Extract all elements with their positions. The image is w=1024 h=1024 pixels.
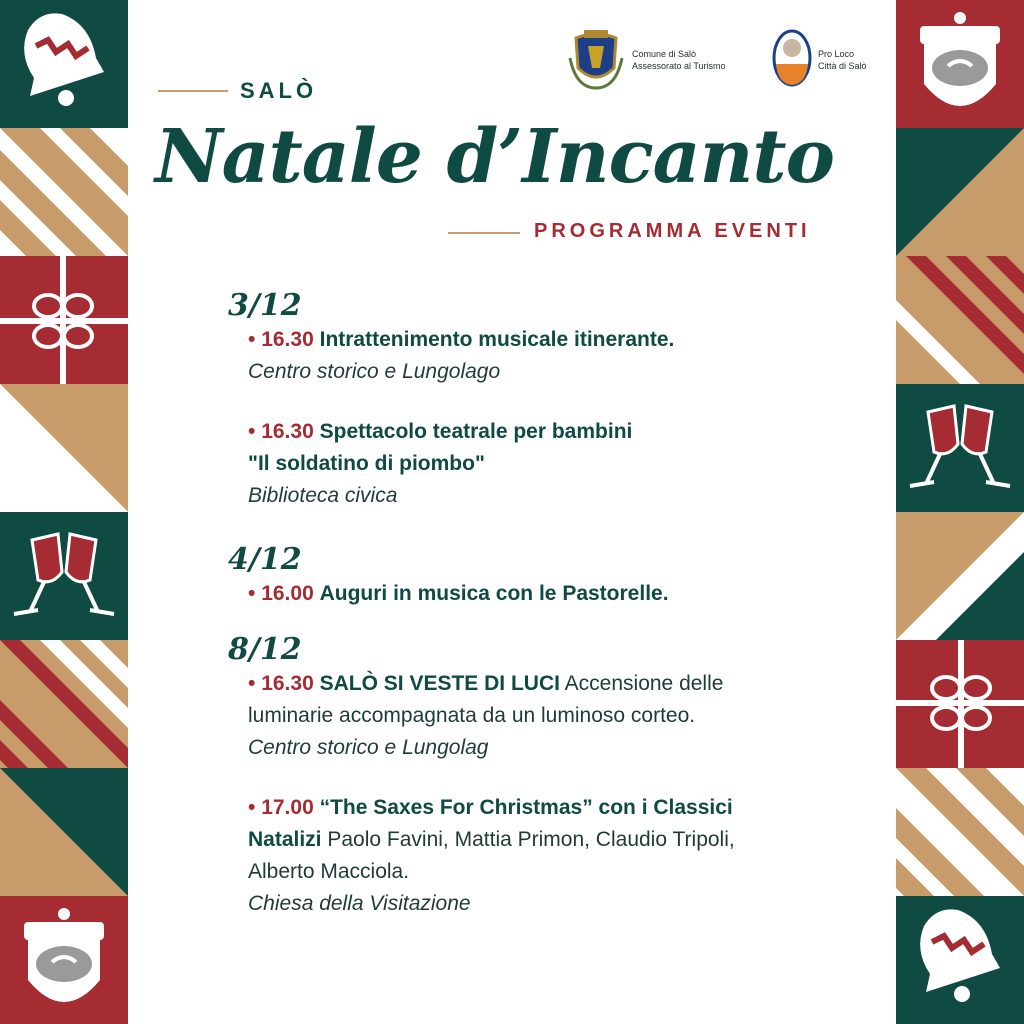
proloco-logo: [772, 28, 882, 92]
stripes-pattern: [896, 768, 1024, 896]
event-title: Auguri in musica con le Pastorelle.: [319, 582, 669, 605]
event-headline: [248, 792, 798, 888]
bullet: •: [248, 672, 256, 695]
event-item: [248, 324, 866, 388]
event-time: 17.00: [261, 796, 314, 819]
event-description: Paolo Favini, Mattia Primon, Claudio Tripoli, Alberto Macciola.: [248, 828, 735, 883]
event-program: [226, 288, 866, 920]
bullet: •: [248, 796, 256, 819]
stripes-pattern: [896, 256, 1024, 384]
event-venue: Centro storico e Lungolag: [248, 736, 489, 759]
event-title: SALÒ SI VESTE DI LUCI: [319, 672, 560, 695]
gift-icon: [896, 640, 1024, 768]
event-venue: Centro storico e Lungolago: [248, 360, 501, 383]
proloco-city: Città di Salò: [818, 61, 867, 71]
comune-logo: [566, 28, 746, 92]
event-title: Spettacolo teatrale per bambini: [319, 420, 633, 443]
event-title: Intrattenimento musicale itinerante.: [319, 328, 675, 351]
event-item: [248, 416, 866, 512]
left-decoration-strip: [0, 0, 128, 1024]
santa-icon: [896, 0, 1024, 128]
event-venue: Chiesa della Visitazione: [248, 892, 471, 915]
poster-title: Natale d’Incanto: [155, 114, 834, 200]
event-time: 16.30: [261, 328, 314, 351]
header-rule-top: [158, 90, 228, 92]
gift-icon: [0, 256, 128, 384]
event-date: 4/12: [228, 542, 302, 577]
proloco-name: Pro Loco: [818, 49, 855, 59]
event-headline: [248, 324, 866, 356]
header-rule-bottom: [448, 232, 520, 234]
triangles-pattern: [0, 384, 128, 512]
event-description: Accensione delle luminarie accompagnata da un luminoso corteo.: [248, 672, 724, 727]
event-title-line2: "Il soldatino di piombo": [248, 452, 485, 475]
event-date: 3/12: [228, 288, 302, 323]
bullet: •: [248, 582, 256, 605]
triangles-pattern: [896, 128, 1024, 256]
proloco-badge-icon: [772, 28, 812, 88]
santa-icon: [0, 896, 128, 1024]
event-headline: [248, 668, 768, 732]
event-time: 16.30: [261, 420, 314, 443]
proloco-logo-text: [818, 48, 867, 72]
day-block: [226, 542, 866, 610]
wine-glasses-icon: [0, 512, 128, 640]
comune-department: Assessorato al Turismo: [632, 61, 726, 71]
bell-icon: [0, 0, 128, 128]
event-headline: [248, 416, 866, 448]
stripes-pattern: [0, 128, 128, 256]
comune-logo-text: [632, 48, 726, 72]
event-time: 16.00: [261, 582, 314, 605]
event-title: “The Saxes For Christmas” con i Classici Natalizi: [248, 796, 733, 851]
sponsor-logos: [560, 28, 890, 98]
day-block: [226, 288, 866, 512]
event-headline: [248, 578, 866, 610]
event-date: 8/12: [228, 632, 302, 667]
event-venue: Biblioteca civica: [248, 484, 398, 507]
coat-of-arms-icon: [566, 28, 626, 92]
poster-subtitle: PROGRAMMA EVENTI: [534, 220, 811, 242]
day-block: [226, 632, 866, 920]
right-decoration-strip: [896, 0, 1024, 1024]
wine-glasses-icon: [896, 384, 1024, 512]
bell-icon: [896, 896, 1024, 1024]
event-item: [248, 792, 798, 920]
bullet: •: [248, 420, 256, 443]
event-item: [248, 578, 866, 610]
triangles-pattern: [0, 768, 128, 896]
comune-name: Comune di Salò: [632, 49, 697, 59]
triangles-pattern: [896, 512, 1024, 640]
town-name: SALÒ: [240, 78, 318, 103]
event-time: 16.30: [261, 672, 314, 695]
event-item: [248, 668, 768, 764]
stripes-pattern: [0, 640, 128, 768]
bullet: •: [248, 328, 256, 351]
